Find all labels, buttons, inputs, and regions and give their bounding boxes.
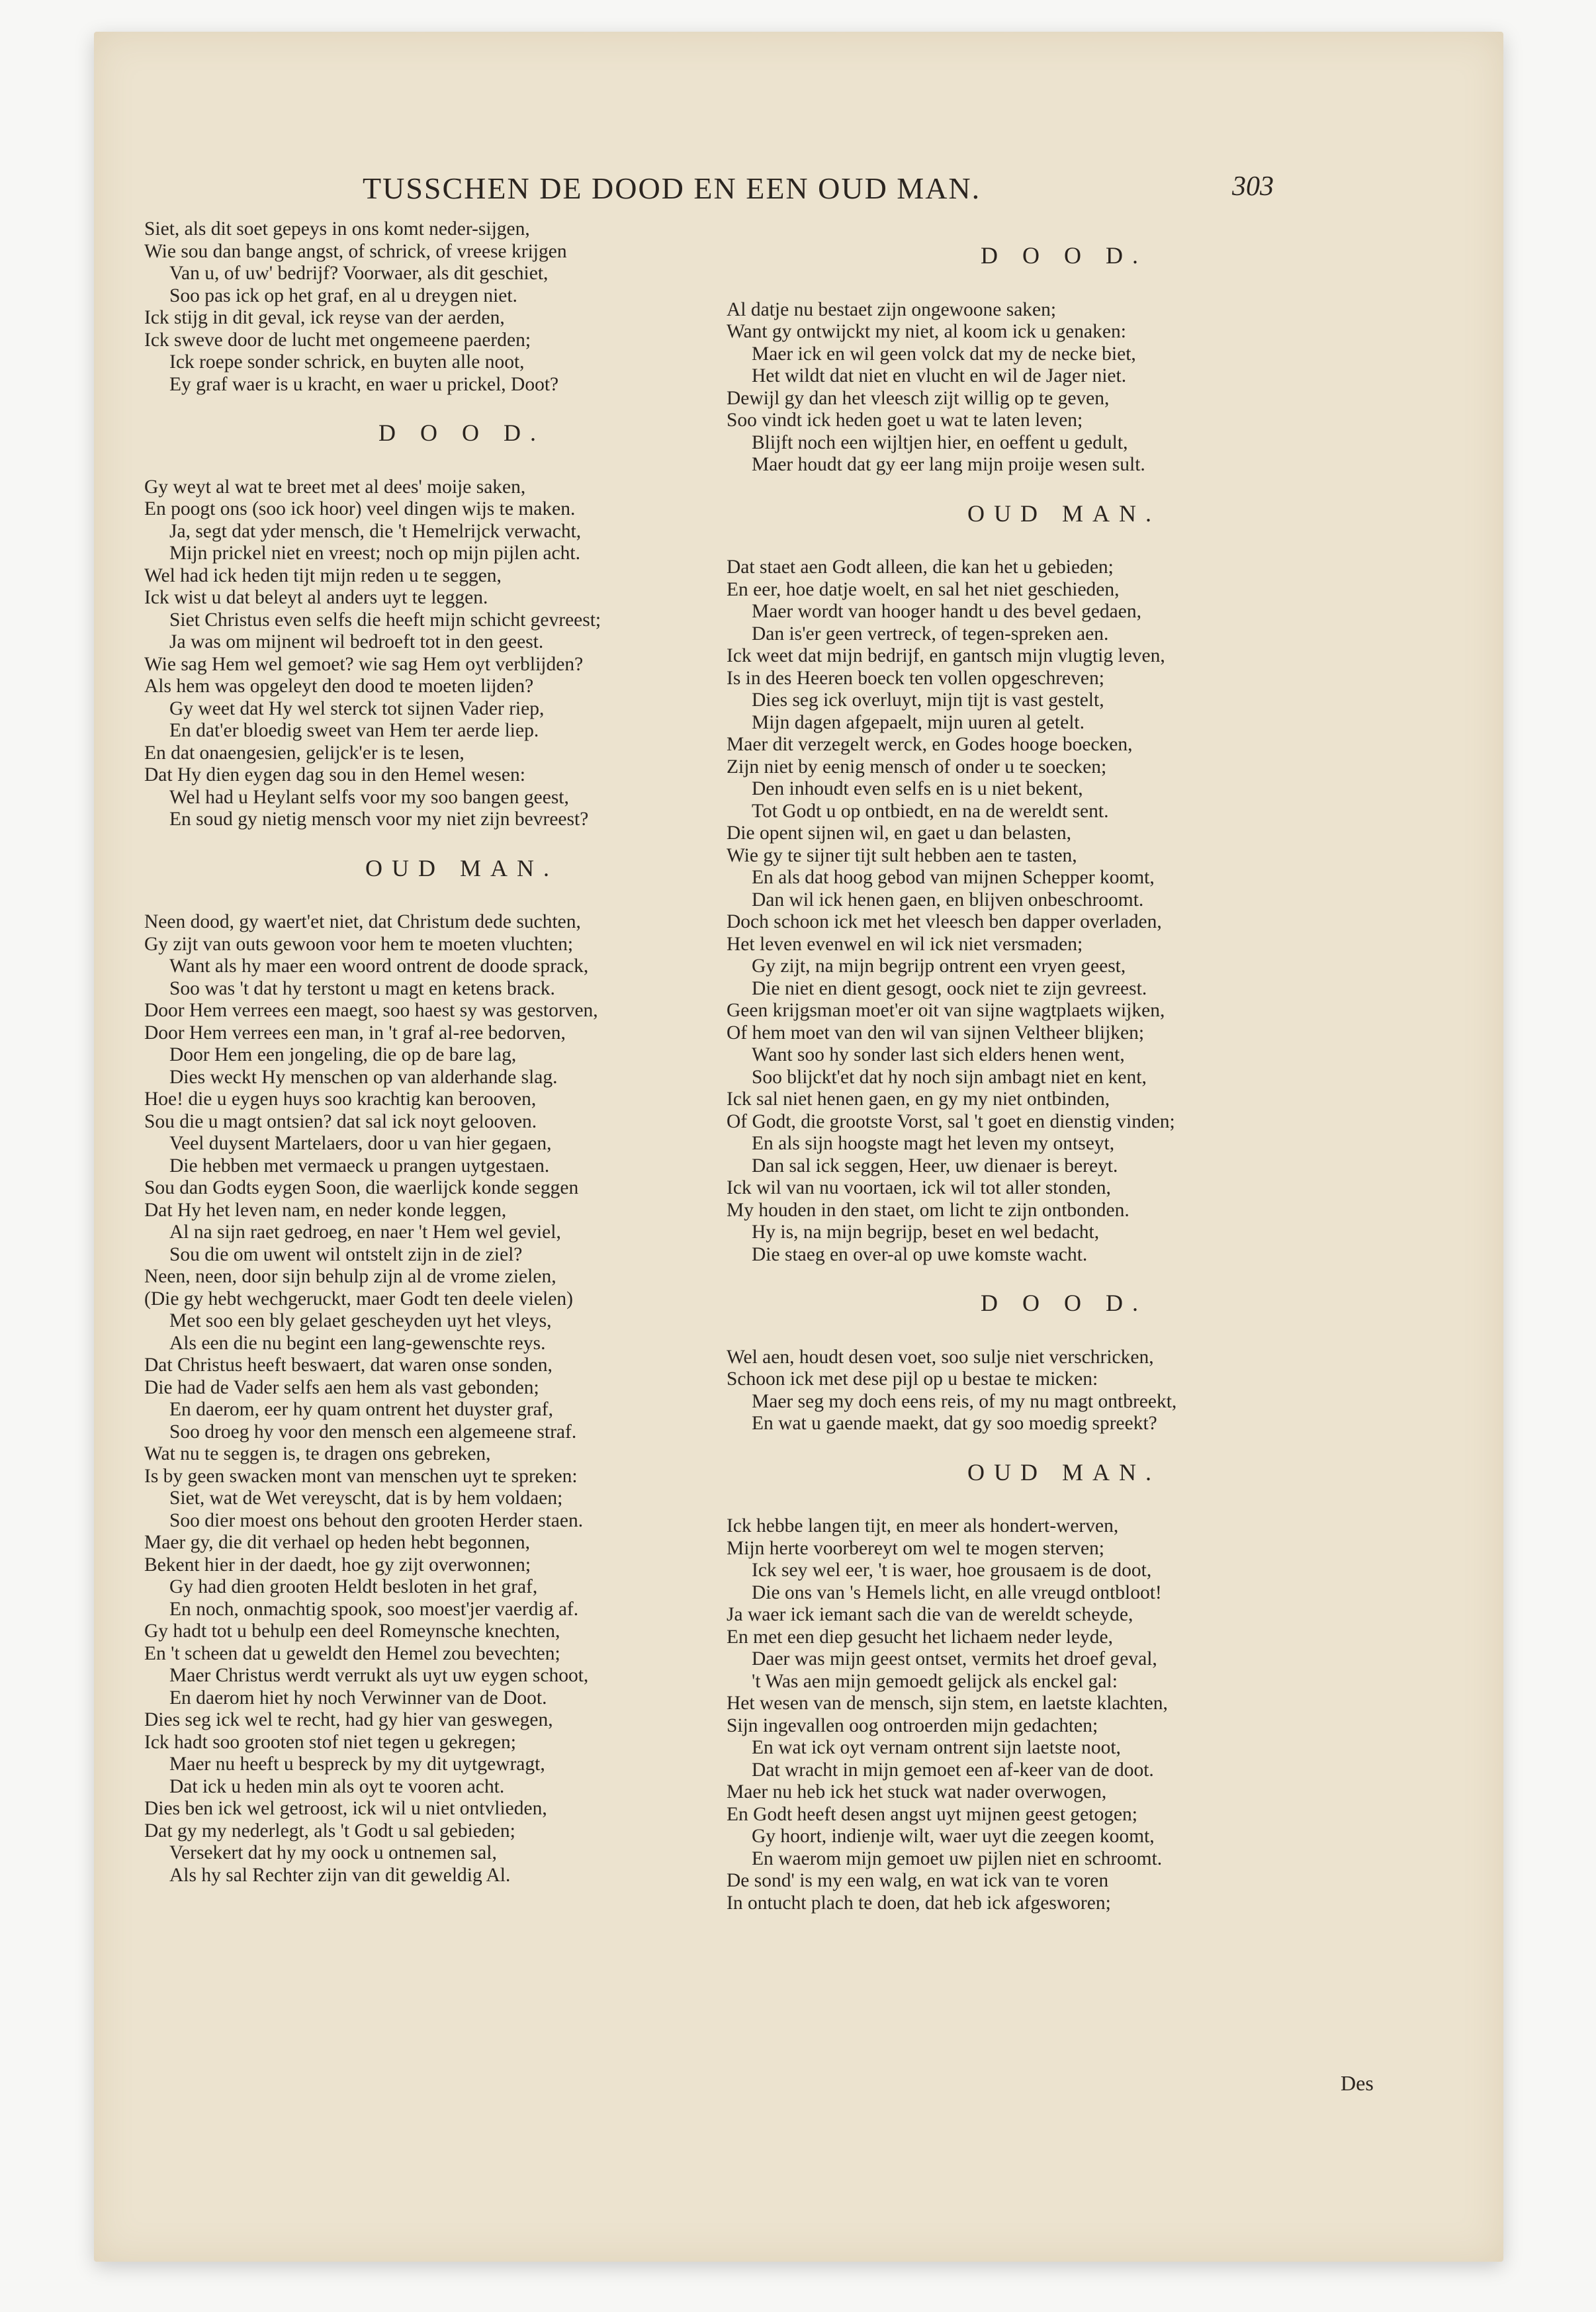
verse-line: En dat onaengesien, gelijck'er is te lesen,: [144, 742, 465, 764]
verse-line: En eer, hoe datje woelt, en sal het niet geschieden,: [727, 578, 1120, 600]
verse-line: Die had de Vader selfs aen hem als vast gebonden;: [144, 1376, 539, 1398]
speaker-heading: D O O D.: [981, 242, 1147, 269]
verse-line: My houden in den staet, om licht te zijn ontbonden.: [727, 1199, 1130, 1221]
verse-line: Van u, of uw' bedrijf? Voorwaer, als dit geschiet,: [169, 263, 549, 284]
verse-line: Ja was om mijnent wil bedroeft tot in den geest.: [169, 631, 544, 652]
verse-line: Hoe! die u eygen huys soo krachtig kan berooven,: [144, 1089, 537, 1110]
speaker-heading: OUD MAN.: [365, 854, 558, 881]
verse-line: Soo was 't dat hy terstont u magt en ketens brack.: [169, 977, 555, 999]
verse-line: (Die gy hebt wechgeruckt, maer Godt ten deele vielen): [144, 1288, 573, 1310]
verse-line: Geen krijgsman moet'er oit van sijne wagtplaets wijken,: [727, 1000, 1165, 1021]
verse-line: Wie gy te sijner tijt sult hebben aen te tasten,: [727, 844, 1077, 866]
verse-line: Of hem moet van den wil van sijnen Veltheer blijken;: [727, 1022, 1145, 1044]
verse-line: Maer Christus werdt verrukt als uyt uw eygen schoot,: [169, 1665, 589, 1686]
verse-line: Ick roepe sonder schrick, en buyten alle noot,: [169, 351, 525, 373]
verse-line: Zijn niet by eenig mensch of onder u te soecken;: [727, 756, 1107, 778]
verse-line: Tot Godt u op ontbiedt, en na de wereldt sent.: [752, 800, 1109, 822]
verse-line: Siet, wat de Wet vereyscht, dat is by hem voldaen;: [169, 1488, 563, 1509]
verse-line: Als een die nu begint een lang-gewenschte reys.: [169, 1332, 546, 1354]
page-number: 303: [1232, 171, 1274, 202]
verse-line: Dat ick u heden min als oyt te vooren acht.: [169, 1775, 505, 1797]
verse-line: En met een diep gesucht het lichaem neder leyde,: [727, 1626, 1114, 1648]
verse-line: Dan wil ick henen gaen, en blijven onbeschroomt.: [752, 889, 1144, 911]
verse-line: En daerom, eer hy quam ontrent het duyster graf,: [169, 1399, 553, 1420]
verse-line: Sijn ingevallen oog ontroerden mijn gedachten;: [727, 1714, 1098, 1736]
catchword: Des: [1341, 2071, 1374, 2095]
verse-line: En waerom mijn gemoet uw pijlen niet en schroomt.: [752, 1847, 1163, 1869]
verse-line: Door Hem een jongeling, die op de bare lag,: [169, 1044, 517, 1065]
verse-line: Is in des Heeren boeck ten vollen opgeschreven;: [727, 667, 1104, 689]
verse-line: 't Was aen mijn gemoedt gelijck als enckel gal:: [752, 1670, 1118, 1692]
verse-line: Gy hoort, indienje wilt, waer uyt die zeegen koomt,: [752, 1826, 1155, 1847]
verse-line: Het wildt dat niet en vlucht en wil de Jager niet.: [752, 365, 1127, 386]
verse-line: Gy hadt tot u behulp een deel Romeynsche knechten,: [144, 1621, 560, 1642]
verse-line: Wie sou dan bange angst, of schrick, of vreese krijgen: [144, 240, 567, 262]
verse-line: Siet Christus even selfs die heeft mijn schicht gevreest;: [169, 609, 601, 631]
verse-line: Door Hem verrees een man, in 't graf al-ree bedorven,: [144, 1022, 566, 1044]
verse-line: Soo vindt ick heden goet u wat te laten leven;: [727, 410, 1083, 431]
verse-line: Bekent hier in der daedt, hoe gy zijt overwonnen;: [144, 1554, 531, 1576]
verse-line: Ey graf waer is u kracht, en waer u prickel, Doot?: [169, 373, 559, 395]
verse-line: Maer nu heb ick het stuck wat nader overwogen,: [727, 1781, 1107, 1802]
verse-line: Als hy sal Rechter zijn van dit geweldig Al.: [169, 1864, 511, 1886]
verse-line: Ick sey wel eer, 't is waer, hoe grousaem is de doot,: [752, 1560, 1152, 1581]
verse-line: Ja, segt dat yder mensch, die 't Hemelrijck verwacht,: [169, 520, 582, 542]
verse-line: Maer ick en wil geen volck dat my de necke biet,: [752, 343, 1136, 365]
verse-line: Wat nu te seggen is, te dragen ons gebreken,: [144, 1443, 491, 1464]
verse-line: Ick weet dat mijn bedrijf, en gantsch mijn vlugtig leven,: [727, 645, 1165, 666]
verse-line: Ick sal niet henen gaen, en gy my niet ontbinden,: [727, 1089, 1110, 1110]
verse-line: Die staeg en over-al op uwe komste wacht.: [752, 1243, 1088, 1265]
verse-line: En Godt heeft desen angst uyt mijnen geest getogen;: [727, 1803, 1137, 1825]
verse-line: En dat'er bloedig sweet van Hem ter aerde liep.: [169, 720, 539, 741]
verse-line: Maer gy, die dit verhael op heden hebt begonnen,: [144, 1532, 530, 1553]
verse-line: Ick stijg in dit geval, ick reyse van der aerden,: [144, 307, 505, 328]
right-column: [727, 218, 1401, 1914]
verse-line: Dan sal ick seggen, Heer, uw dienaer is bereyt.: [752, 1155, 1118, 1177]
verse-line: Die opent sijnen wil, en gaet u dan belasten,: [727, 823, 1072, 844]
verse-line: Dat staet aen Godt alleen, die kan het u gebieden;: [727, 556, 1114, 578]
verse-line: En wat u gaende maekt, dat gy soo moedig spreekt?: [752, 1413, 1157, 1434]
verse-line: Mijn prickel niet en vreest; noch op mijn pijlen acht.: [169, 543, 580, 564]
verse-line: Dan is'er geen vertreck, of tegen-spreken aen.: [752, 623, 1109, 645]
verse-line: Maer nu heeft u bespreck by my dit uytgewragt,: [169, 1754, 545, 1775]
verse-line: Doch schoon ick met het vleesch ben dapper overladen,: [727, 911, 1162, 932]
verse-line: Soo blijckt'et dat hy noch sijn ambagt niet en kent,: [752, 1066, 1147, 1088]
verse-line: Wel had u Heylant selfs voor my soo bangen geest,: [169, 786, 569, 808]
verse-line: Die ons van 's Hemels licht, en alle vreugd ontbloot!: [752, 1581, 1162, 1603]
verse-line: Maer houdt dat gy eer lang mijn proije wesen sult.: [752, 454, 1145, 475]
verse-line: Maer dit verzegelt werck, en Godes hooge boecken,: [727, 734, 1133, 755]
verse-line: Want soo hy sonder last sich elders henen went,: [752, 1044, 1125, 1065]
speaker-heading: D O O D.: [378, 420, 545, 446]
verse-line: Dies seg ick wel te recht, had gy hier van geswegen,: [144, 1709, 553, 1730]
verse-line: Veel duysent Martelaers, door u van hier gegaen,: [169, 1133, 552, 1154]
verse-line: Al na sijn raet gedroeg, en naer 't Hem wel geviel,: [169, 1222, 561, 1243]
verse-line: Het wesen van de mensch, sijn stem, en laetste klachten,: [727, 1693, 1168, 1714]
verse-line: Soo pas ick op het graf, en al u dreygen niet.: [169, 285, 517, 306]
verse-line: Siet, als dit soet gepeys in ons komt neder-sijgen,: [144, 218, 530, 240]
verse-line: Wel aen, houdt desen voet, soo sulje niet verschricken,: [727, 1346, 1154, 1368]
speaker-heading: OUD MAN.: [967, 1458, 1161, 1486]
verse-line: En poogt ons (soo ick hoor) veel dingen wijs te maken.: [144, 498, 576, 519]
verse-line: Dies weckt Hy menschen op van alderhande slag.: [169, 1066, 558, 1088]
verse-line: En noch, onmachtig spook, soo moest'jer vaerdig af.: [169, 1598, 579, 1620]
verse-line: En wat ick oyt vernam ontrent sijn laetste noot,: [752, 1737, 1121, 1758]
verse-line: Sou die om uwent wil ontstelt zijn in de ziel?: [169, 1243, 523, 1265]
verse-line: En soud gy nietig mensch voor my niet zijn bevreest?: [169, 809, 589, 830]
verse-line: Maer seg my doch eens reis, of my nu magt ontbreekt,: [752, 1390, 1177, 1412]
verse-line: Soo droeg hy voor den mensch een algemeene straf.: [169, 1421, 577, 1443]
verse-line: En 't scheen dat u geweldt den Hemel zou bevechten;: [144, 1642, 560, 1664]
verse-line: Gy zijt van outs gewoon voor hem te moeten vluchten;: [144, 933, 574, 955]
verse-line: Neen, neen, door sijn behulp zijn al de vrome zielen,: [144, 1266, 556, 1287]
left-column: [144, 218, 779, 1887]
verse-line: Wel had ick heden tijt mijn reden u te seggen,: [144, 564, 502, 586]
verse-line: Ick hebbe langen tijt, en meer als hondert-werven,: [727, 1515, 1119, 1536]
verse-line: Dewijl gy dan het vleesch zijt willig op te geven,: [727, 387, 1110, 409]
verse-line: Sou dan Godts eygen Soon, die waerlijck konde seggen: [144, 1177, 579, 1198]
verse-line: Blijft noch een wijltjen hier, en oeffent u gedult,: [752, 431, 1128, 453]
verse-line: En als sijn hoogste magt het leven my ontseyt,: [752, 1133, 1115, 1154]
verse-line: Maer wordt van hooger handt u des bevel gedaen,: [752, 601, 1141, 622]
verse-line: Ick wist u dat beleyt al anders uyt te leggen.: [144, 587, 488, 608]
verse-line: Het leven evenwel en wil ick niet versmaden;: [727, 933, 1083, 955]
verse-line: Den inhoudt even selfs en is u niet bekent,: [752, 778, 1083, 799]
verse-line: Gy weet dat Hy wel sterck tot sijnen Vader riep,: [169, 697, 545, 719]
verse-line: Dat gy my nederlegt, als 't Godt u sal gebieden;: [144, 1820, 515, 1842]
speaker-heading: D O O D.: [981, 1290, 1147, 1316]
verse-line: Want gy ontwijckt my niet, al koom ick u genaken:: [727, 321, 1126, 342]
verse-line: Versekert dat hy my oock u ontnemen sal,: [169, 1842, 497, 1863]
verse-line: Gy weyt al wat te breet met al dees' moije saken,: [144, 476, 526, 498]
verse-line: Ick sweve door de lucht met ongemeene paerden;: [144, 329, 531, 351]
verse-line: Wie sag Hem wel gemoet? wie sag Hem oyt verblijden?: [144, 653, 584, 675]
verse-line: Sou die u magt ontsien? dat sal ick noyt gelooven.: [144, 1110, 537, 1132]
verse-line: In ontucht plach te doen, dat heb ick afgesworen;: [727, 1892, 1111, 1914]
verse-line: Al datje nu bestaet zijn ongewoone saken;: [727, 298, 1057, 320]
verse-line: Die hebben met vermaeck u prangen uytgestaen.: [169, 1155, 550, 1177]
verse-line: Neen dood, gy waert'et niet, dat Christum dede suchten,: [144, 911, 581, 932]
verse-line: Als hem was opgeleyt den dood te moeten lijden?: [144, 676, 534, 697]
running-title: TUSSCHEN DE DOOD EN EEN OUD MAN.: [363, 171, 981, 205]
verse-line: Dies ben ick wel getroost, ick wil u niet ontvlieden,: [144, 1798, 547, 1819]
verse-line: Door Hem verrees een maegt, soo haest sy was gestorven,: [144, 1000, 598, 1021]
verse-line: Dat Hy dien eygen dag sou in den Hemel wesen:: [144, 764, 525, 785]
verse-line: Mijn dagen afgepaelt, mijn uuren al getelt.: [752, 711, 1085, 733]
verse-line: Ick wil van nu voortaen, ick wil tot aller stonden,: [727, 1177, 1111, 1198]
verse-line: Of Godt, die grootste Vorst, sal 't goet en dienstig vinden;: [727, 1110, 1175, 1132]
verse-line: Die niet en dient gesogt, oock niet te zijn gevreest.: [752, 977, 1147, 999]
verse-line: Daer was mijn geest ontset, vermits het droef geval,: [752, 1648, 1157, 1669]
verse-line: En daerom hiet hy noch Verwinner van de Doot.: [169, 1687, 547, 1709]
verse-line: Dat Christus heeft beswaert, dat waren onse sonden,: [144, 1355, 553, 1376]
verse-line: Hy is, na mijn begrijp, beset en wel bedacht,: [752, 1222, 1100, 1243]
verse-line: De sond' is my een walg, en wat ick van te voren: [727, 1870, 1109, 1891]
verse-line: Mijn herte voorbereyt om wel te mogen sterven;: [727, 1537, 1104, 1559]
verse-line: Schoon ick met dese pijl op u bestae te micken:: [727, 1368, 1098, 1390]
verse-line: Want als hy maer een woord ontrent de doode sprack,: [169, 956, 589, 977]
verse-line: Gy had dien grooten Heldt besloten in het graf,: [169, 1576, 538, 1597]
verse-line: Is by geen swacken mont van menschen uyt te spreken:: [144, 1465, 578, 1487]
verse-line: Soo dier moest ons behout den grooten Herder staen.: [169, 1509, 584, 1531]
verse-line: Met soo een bly gelaet gescheyden uyt het vleys,: [169, 1310, 552, 1331]
verse-line: En als dat hoog gebod van mijnen Schepper koomt,: [752, 867, 1155, 888]
verse-line: Dies seg ick overluyt, mijn tijt is vast gestelt,: [752, 689, 1104, 711]
verse-line: Dat wracht in mijn gemoet een af-keer van de doot.: [752, 1759, 1154, 1781]
verse-line: Gy zijt, na mijn begrijp ontrent een vryen geest,: [752, 956, 1126, 977]
verse-line: Ick hadt soo grooten stof niet tegen u gekregen;: [144, 1731, 516, 1753]
verse-line: Ja waer ick iemant sach die van de wereldt scheyde,: [727, 1604, 1133, 1625]
speaker-heading: OUD MAN.: [967, 500, 1161, 527]
verse-line: Dat Hy het leven nam, en neder konde leggen,: [144, 1199, 507, 1221]
